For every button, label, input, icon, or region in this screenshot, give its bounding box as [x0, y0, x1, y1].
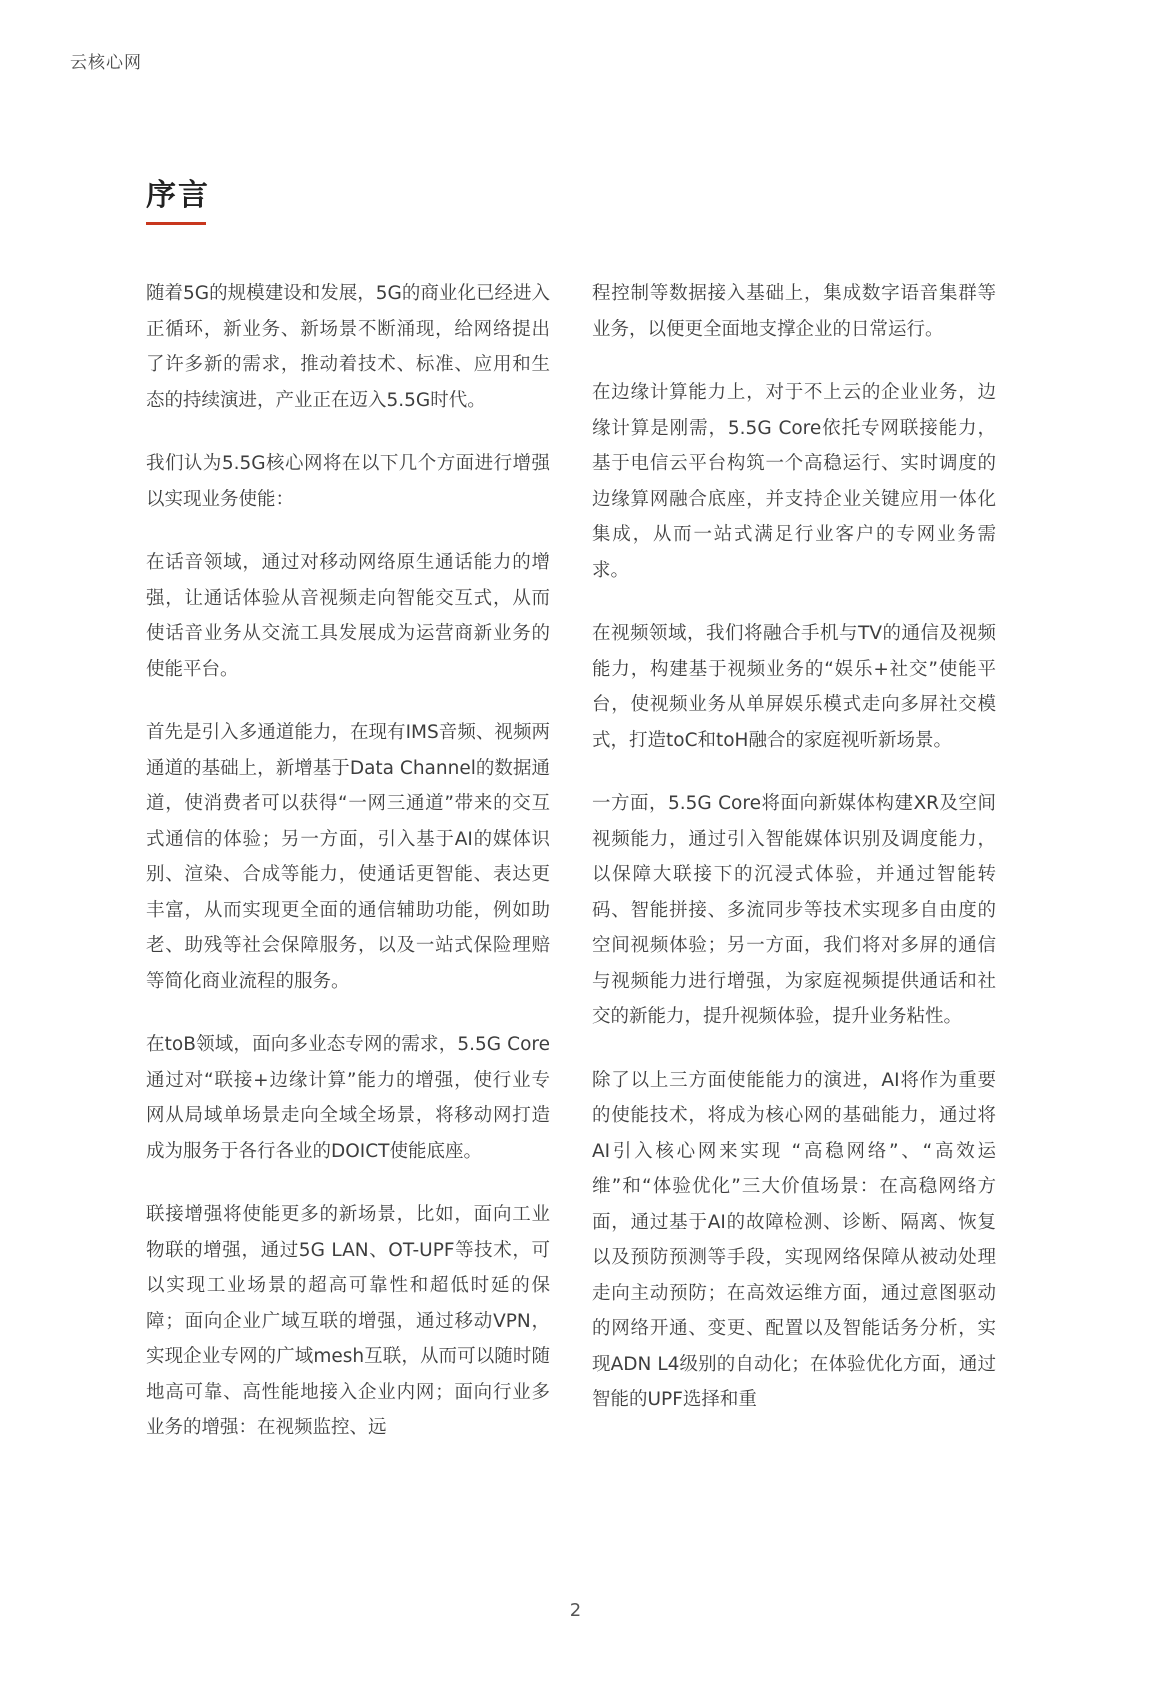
- page-number: 2: [569, 1600, 582, 1621]
- paragraph: 我们认为5.5G核心网将在以下几个方面进行增强以实现业务使能：: [146, 453, 550, 510]
- heading-accent-underline: [146, 222, 206, 225]
- paragraph: 在视频领域，我们将融合手机与TV的通信及视频能力，构建基于视频业务的“娱乐+社交”使能平台，使视频业务从单屏娱乐模式走向多屏社交模式，打造toC和toH融合的家庭视听新场景。: [592, 623, 996, 751]
- left-text-column: [146, 276, 550, 1474]
- right-text-column: [592, 276, 996, 1446]
- paragraph: 联接增强将使能更多的新场景，比如，面向工业物联的增强，通过5G LAN、OT-UPF等技术，可以实现工业场景的超高可靠性和超低时延的保障；面向企业广域互联的增强，通过移动VPN，实现企业专网的广域mesh互联，从而可以随时随地高可靠、高性能地接入企业内网；面向行业多业务的增强：在视频监控、远: [146, 1204, 550, 1438]
- paragraph: 在边缘计算能力上，对于不上云的企业业务，边缘计算是刚需，5.5G Core依托专网联接能力，基于电信云平台构筑一个高稳运行、实时调度的边缘算网融合底座，并支持企业关键应用一体化集成，从而一站式满足行业客户的专网业务需求。: [592, 382, 996, 581]
- paragraph: 随着5G的规模建设和发展，5G的商业化已经进入正循环，新业务、新场景不断涌现，给网络提出了许多新的需求，推动着技术、标准、应用和生态的持续演进，产业正在迈入5.5G时代。: [146, 283, 550, 411]
- paragraph: 除了以上三方面使能能力的演进，AI将作为重要的使能技术，将成为核心网的基础能力，通过将AI引入核心网来实现 “高稳网络”、“高效运维”和“体验优化”三大价值场景：在高稳网络方面，通过基于AI的故障检测、诊断、隔离、恢复以及预防预测等手段，实现网络保障从被动处理走向主动预防；在高效运维方面，通过意图驱动的网络开通、变更、配置以及智能话务分析，实现ADN L4级别的自动化；在体验优化方面，通过智能的UPF选择和重: [592, 1069, 996, 1410]
- document-header-title: 云核心网: [70, 53, 142, 73]
- paragraph: 在toB领域，面向多业态专网的需求，5.5G Core通过对“联接+边缘计算”能力的增强，使行业专网从局域单场景走向全域全场景，将移动网打造成为服务于各行各业的DOICT使能底座。: [146, 1034, 550, 1162]
- paragraph: 一方面，5.5G Core将面向新媒体构建XR及空间视频能力，通过引入智能媒体识别及调度能力，以保障大联接下的沉浸式体验，并通过智能转码、智能拼接、多流同步等技术实现多自由度的空间视频体验；另一方面，我们将对多屏的通信与视频能力进行增强，为家庭视频提供通话和社交的新能力，提升视频体验，提升业务粘性。: [592, 793, 996, 1027]
- section-heading: 序言: [146, 178, 210, 213]
- paragraph: 程控制等数据接入基础上，集成数字语音集群等业务，以便更全面地支撑企业的日常运行。: [592, 283, 996, 340]
- paragraph: 在话音领域，通过对移动网络原生通话能力的增强，让通话体验从音视频走向智能交互式，从而使话音业务从交流工具发展成为运营商新业务的使能平台。: [146, 552, 550, 680]
- paragraph: 首先是引入多通道能力，在现有IMS音频、视频两通道的基础上，新增基于Data Channel的数据通道，使消费者可以获得“一网三通道”带来的交互式通信的体验；另一方面，引入基于AI的媒体识别、渲染、合成等能力，使通话更智能、表达更丰富，从而实现更全面的通信辅助功能，例如助老、助残等社会保障服务，以及一站式保险理赔等简化商业流程的服务。: [146, 722, 550, 992]
